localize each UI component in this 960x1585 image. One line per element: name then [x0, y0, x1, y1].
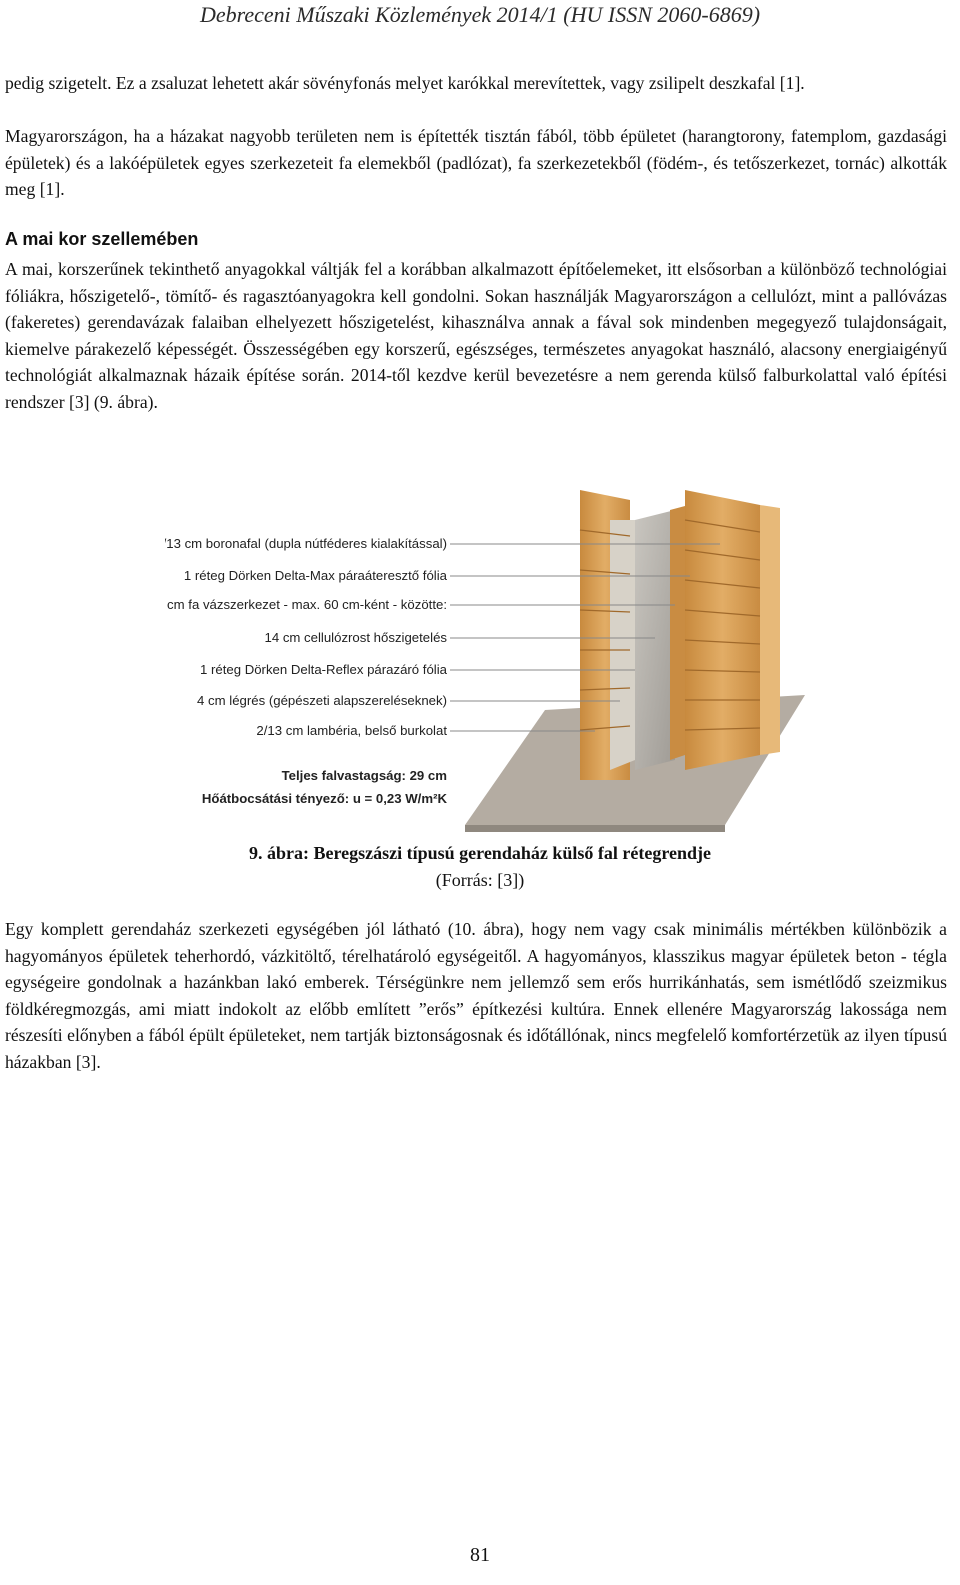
layer-label-4: 14 cm cellulózrost hőszigetelés [264, 630, 447, 645]
layer-label-2: 1 réteg Dörken Delta-Max páraáteresztő fólia [183, 568, 447, 583]
journal-header: Debreceni Műszaki Közlemények 2014/1 (HU ISSN 2060-6869) [199, 2, 761, 27]
layer-label-3: 14/9 cm fa vázszerkezet - max. 60 cm-ként - közötte: [165, 597, 447, 612]
foundation-slab-edge [465, 825, 725, 832]
paragraph-2: Magyarországon, ha a házakat nagyobb területen nem is építették tisztán fából, több épületet (harangtorony, fatemplom, gazdasági épületek) és a lakóépületek egyes szerkezeteit fa elemekből (padlózat), fa szerkezetekből (födém-, és tetőszerkezet, tornác) alkották meg [1]. [5, 126, 947, 199]
caption-title: 9. ábra: Beregszászi típusú gerendaház külső fal rétegrendje [249, 843, 711, 863]
page-number: 81 [470, 1544, 490, 1566]
log-end-grain [760, 505, 780, 755]
paragraph-1: pedig szigetelt. Ez a zsaluzat lehetett akár sövényfonás melyet karókkal merevítettek, vagy zsilipelt deszkafal [1]. [5, 73, 805, 93]
figure-caption [0, 840, 960, 894]
paragraph-3: A mai, korszerűnek tekinthető anyagokkal váltják fel a korábban alkalmazott építőelemeket, itt elsősorban a különböző technológiai fóliákra, hőszigetelő-, tömítő- és ragasztóanyagokra kell gondolni. Sokan használják Magyarországon a cellulózt, mint a pallóvázas (fakeretes) gerendavázak falaiban elhelyezett hőszigetelést, kihasználva annak a fával sok mindenben megegyező tulajdonságait, kiemelve párakezelő képességét. Összességében egy korszerű, egészséges, természetes anyagokat használó, alacsony energiaigényű technológiát alkalmaznak házaik építése során. 2014-től kezdve kerül bevezetésre a nem gerenda külső falburkolattal való építési rendszer [3] (9. ábra). [5, 259, 947, 412]
section-heading: A mai kor szellemében [5, 229, 199, 249]
u-value-label: Hőátbocsátási tényező: u = 0,23 W/m²K [201, 791, 447, 806]
caption-source: (Forrás: [3]) [435, 870, 525, 890]
layer-label-5: 1 réteg Dörken Delta-Reflex párazáró fólia [199, 662, 447, 677]
total-thickness-label: Teljes falvastagság: 29 cm [281, 768, 447, 783]
layer-label-7: 2/13 cm lambéria, belső burkolat [256, 723, 447, 738]
reflex-foil [610, 520, 635, 770]
wall-layers-figure [165, 480, 815, 835]
cellulose-insulation [635, 510, 675, 770]
paragraph-4: Egy komplett gerendaház szerkezeti egységében jól látható (10. ábra), hogy nem vagy csak minimális mértékben különbözik a hagyományos épületek teherhordó, vázkitöltő, térelhatároló egységeitől. A hagyományos, klasszikus magyar épületek beton - tégla egységeire gondolnak a hazánkban lakó emberek. Térségünkre nem jellemző sem erős hurrikánhatás, sem ismétlődő szeizmikus földkéregmozgás, ami miatt indokolt az előbb említett ”erős” építkezési kultúra. Ennek ellenére Magyarország lakossága nem részesíti előnyben a fából épült épületeket, nem tartják biztonságosnak és időtállónak, nincs megfelelő komfortérzetük az ilyen típusú házakban [3]. [5, 919, 947, 1072]
layer-label-6: 4 cm légrés (gépészeti alapszereléseknek) [197, 693, 447, 708]
wall-diagram [165, 480, 815, 835]
layer-label-1: 9/13 cm boronafal (dupla nútféderes kialakítással) [165, 536, 447, 551]
